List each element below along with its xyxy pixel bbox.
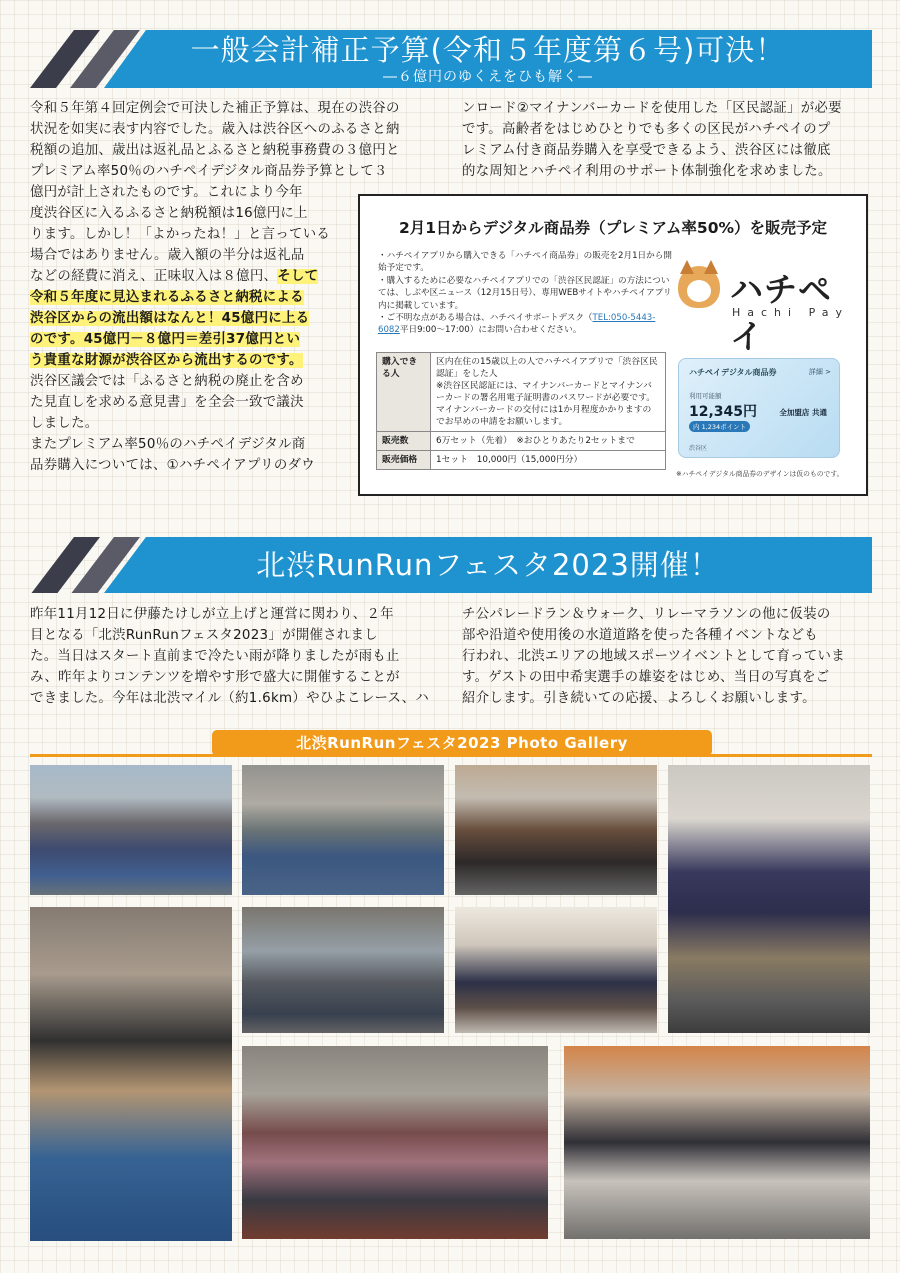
photo-runner-1055 — [668, 765, 870, 1033]
text-line: などの経費に消え、正味収入は８億円、そして — [30, 269, 319, 284]
text-line: 品券購入については、①ハチペイアプリのダウ — [30, 458, 315, 473]
card-shops: 全加盟店 共通 — [779, 408, 827, 417]
section1-banner — [30, 30, 872, 88]
photo-costume-parade — [455, 765, 657, 895]
text-line: 部や沿道や使用後の水道道路を使った各種イベントなども — [462, 628, 818, 643]
photo-runners-start — [30, 765, 232, 895]
text-line — [30, 308, 350, 329]
text-line: チ公パレードラン＆ウォーク、リレーマラソンの他に仮装の — [462, 607, 831, 622]
hachipay-logo — [678, 264, 854, 356]
text-line: た見直しを求める意見書」を全会一致で議決 — [30, 395, 304, 410]
card-caption: ※ハチペイデジタル商品券のデザインは仮のものです。 — [676, 470, 844, 478]
hachipay-info-box — [358, 194, 868, 496]
text-line: 行われ、北渋エリアの地域スポーツイベントとして育っていま — [462, 649, 845, 664]
text-line: 状況を如実に表す内容でした。歳入は渋谷区へのふるさと納 — [30, 122, 400, 137]
support-phone-link[interactable]: TEL:050-5443-6082 — [378, 313, 656, 336]
text-line: 目となる「北渋RunRunフェスタ2023」が開催されまし — [30, 628, 378, 643]
photo-runner-street — [242, 765, 444, 895]
section2-col2 — [462, 604, 874, 709]
table-cell: 区内在住の15歳以上の人でハチペイアプリで「渋谷区民認証」をした人 ※渋谷区民認証には、マイナンバーカードとマイナンバーカードの署名用電子証明書のパスワードが必要です。マイナンバーカードの交付には1か月程度かかりますのでお早めの申請をお願いします。 — [431, 353, 666, 432]
text-line: 令和５年第４回定例会で可決した補正予算は、現在の渋谷の — [30, 101, 400, 116]
text-line — [30, 350, 350, 371]
photo-elite-runner — [30, 907, 232, 1241]
note-line: ・ハチペイアプリから購入できる「ハチペイ商品券」の販売を2月1日から開始予定です。 — [378, 251, 672, 274]
photo-kid-finish — [564, 1046, 870, 1239]
text-line: です。高齢者をはじめひとりでも多くの区民がハチペイのプ — [462, 122, 831, 137]
text-line: ンロード②マイナンバーカードを使用した「区民認証」が必要 — [462, 101, 842, 116]
text-line: 億円が計上されたものです。これにより今年 — [30, 185, 303, 200]
section2-col1 — [30, 604, 442, 709]
table-row — [377, 432, 666, 451]
text-line: 税額の追加、歳出は返礼品とふるさと納税事務費の３億円と — [30, 143, 400, 158]
table-cell: 6万セット（先着） ※おひとりあたり2セットまで — [431, 432, 666, 451]
note-line: ・購入するために必要なハチペイアプリでの「渋谷区民認証」の方法については、しぶや区ニュース（12月15日号）、専用WEBサイトやハチペイアプリ内に掲載しています。 — [378, 275, 672, 311]
photo-guest-backdrop — [455, 907, 657, 1033]
hachiko-dog-icon — [678, 266, 720, 308]
section2-title: 北渋RunRunフェスタ2023開催！ — [256, 548, 720, 582]
photo-kids-race — [242, 1046, 548, 1239]
text-line: 紹介します。引き続いての応援、よろしくお願いします。 — [462, 691, 816, 706]
text-line: 渋谷区議会では「ふるさと納税の廃止を含め — [30, 374, 304, 389]
table-row — [377, 353, 666, 432]
table-header-cell: 販売価格 — [377, 451, 431, 470]
highlight-text: 渋谷区からの流出額はなんと！45億円に上る — [30, 311, 310, 326]
text-line: す。ゲストの田中希実選手の雄姿をはじめ、当日の写真をご — [462, 670, 830, 685]
digital-voucher-card — [678, 358, 840, 458]
gallery-title: 北渋RunRunフェスタ2023 Photo Gallery — [212, 730, 712, 756]
table-cell: 1セット 10,000円（15,000円分） — [431, 451, 666, 470]
text-line — [30, 329, 350, 350]
text-line: ります。しかし！「よかったね！」と言っている — [30, 227, 331, 242]
card-issuer: 渋谷区 — [689, 445, 708, 452]
info-box-title: 2月1日からデジタル商品券（プレミアム率50%）を販売予定 — [398, 219, 828, 237]
text-line: レミアム付き商品券購入を享受できるよう、渋谷区には徹底 — [462, 143, 831, 158]
section1-col1-body — [30, 182, 350, 476]
photo-shark-costume — [242, 907, 444, 1033]
info-box-notes — [378, 250, 674, 337]
table-header-cell: 販売数 — [377, 432, 431, 451]
text-line: しました。 — [30, 416, 99, 431]
highlight-text: のです。45億円－８億円＝差引37億円とい — [30, 332, 301, 347]
card-balance-label: 利用可能額 — [689, 392, 722, 400]
logo-roman: Hachi Pay — [732, 306, 849, 319]
text-line: み、昨年よりコンテンツを増やす形で盛大に開催することが — [30, 670, 400, 685]
text-line: た。当日はスタート直前まで冷たい雨が降りましたが雨も止 — [30, 649, 400, 664]
text-line: またプレミアム率50％のハチペイデジタル商 — [30, 437, 306, 452]
text-line: できました。今年は北渋マイル（約1.6km）やひよこレース、ハ — [30, 691, 430, 706]
text-line — [30, 287, 350, 308]
card-points: 内 1,234ポイント — [689, 421, 750, 432]
highlight-text: そして — [277, 269, 319, 284]
card-detail-link: 詳細 > — [808, 368, 831, 376]
section1-col2 — [462, 98, 874, 182]
section1-subtitle: ―６億円のゆくえをひも解く― — [383, 69, 593, 85]
highlight-text: 令和５年度に見込まれるふるさと納税による — [30, 290, 304, 305]
note-line: ・ご不明な点がある場合は、ハチペイサポートデスク（TEL:050-5443-6082平日9:00〜17:00）にお問い合わせください。 — [378, 313, 656, 336]
section1-title: 一般会計補正予算(令和５年度第６号)可決！ — [190, 33, 786, 67]
table-row — [377, 451, 666, 470]
text-line: 度渋谷区に入るふるさと納税額は16億円に上 — [30, 206, 308, 221]
highlight-text: う貴重な財源が渋谷区から流出するのです。 — [30, 353, 303, 368]
text-line: 的な周知とハチペイ利用のサポート体制強化を求めました。 — [462, 164, 832, 179]
purchase-info-table — [376, 352, 666, 470]
logo-name: ハチペイ — [730, 270, 832, 356]
section2-banner — [30, 537, 872, 593]
text-line: プレミアム率50％のハチペイデジタル商品券予算として３ — [30, 164, 388, 179]
table-header-cell: 購入できる人 — [377, 353, 431, 432]
card-name: ハチペイデジタル商品券 — [689, 368, 777, 377]
section1-col1-top — [30, 98, 442, 182]
text-line: 場合ではありません。歳入額の半分は返礼品 — [30, 248, 305, 263]
text-line: 昨年11月12日に伊藤たけしが立上げと運営に関わり、２年 — [30, 607, 394, 622]
card-balance: 12,345円 — [689, 404, 758, 420]
